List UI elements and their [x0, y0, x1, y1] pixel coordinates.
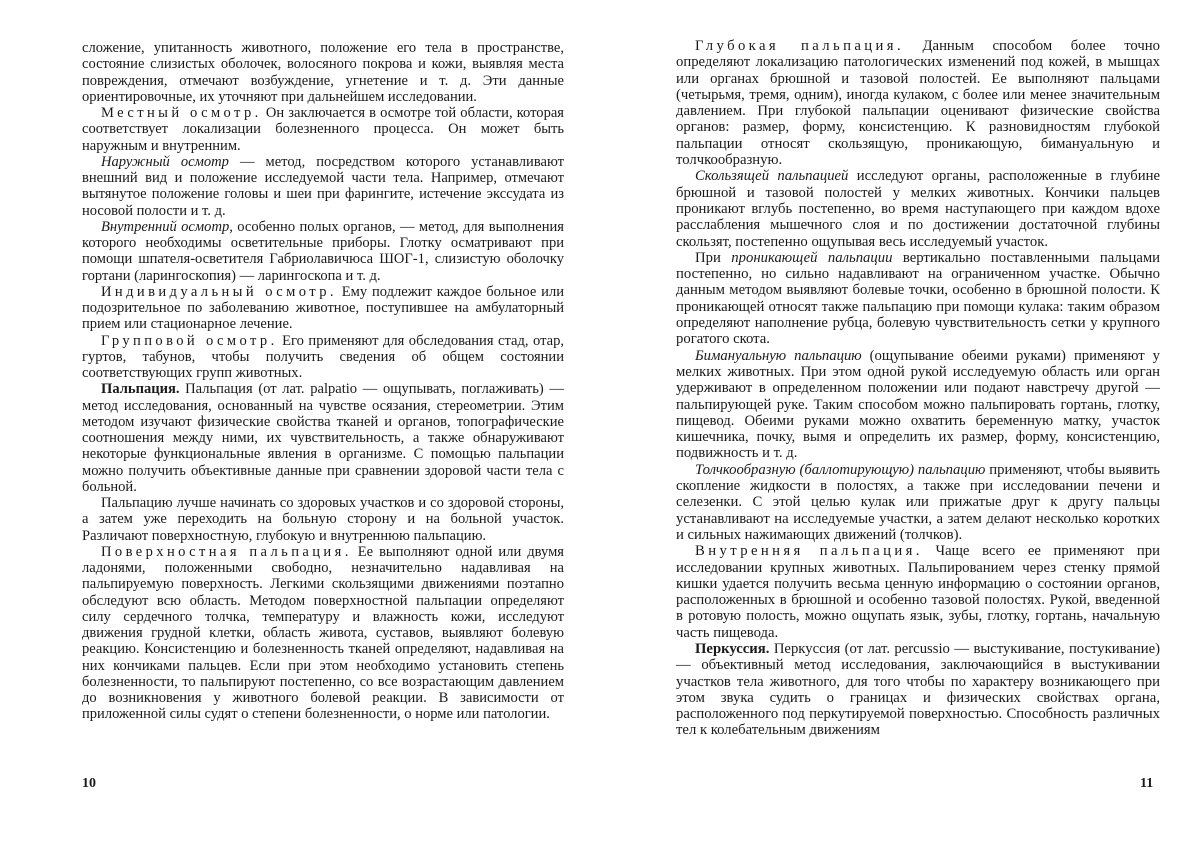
paragraph: Скользящей пальпацией исследуют органы, расположенные в глубине брюшной и тазовой полостей у мелких животных. Кончики пальцев проникают вглубь постепенно, во время наступающего при каждом вдохе расслабления мышечного слоя и по достижении достаточной глубины скользят, постепенно ощупывая весь исследуемый участок. — [676, 168, 1160, 250]
paragraph: Перкуссия. Перкуссия (от лат. percussio — выстукивание, постукивание) — объективный метод исследования, заключающийся в выстукивании участков тела животного, для того чтобы по характеру возникающего при этом звука судить о границах и физических свойствах органа, расположенного под перкутируемой поверхностью. Способность различных тел к колебательным движениям — [676, 640, 1160, 739]
page-number: 11 — [1140, 776, 1154, 791]
term-heading: Внутренний осмотр, — [101, 218, 233, 235]
term-heading: Скользящей пальпацией — [695, 168, 849, 185]
term-heading: Наружный осмотр — [101, 153, 229, 170]
term-heading: Бимануальную пальпацию — [695, 347, 862, 364]
section-heading: Групповой осмотр. — [101, 332, 278, 349]
paragraph: Групповой осмотр. Его применяют для обследования стад, отар, гуртов, табунов, чтобы получить сведения об общем состоянии соответствующих групп животных. — [82, 332, 564, 381]
paragraph: Местный осмотр. Он заключается в осмотре той области, которая соответствует локализации болезненного процесса. Он может быть наружным и внутренним. — [82, 105, 564, 154]
paragraph: Внутренняя пальпация. Чаще всего ее применяют при исследовании крупных животных. Пальпированием через стенку прямой кишки удается получить весьма ценную информацию о состоянии органов, расположенных в брюшной и особенно тазовой полостях. Рукой, введенной в ротовую полость, можно ощупать язык, зубы, глотку, гортань, начальную часть пищевода. — [676, 543, 1160, 641]
right-page-text — [676, 38, 1160, 739]
paragraph: Глубокая пальпация. Данным способом более точно определяют локализацию патологических изменений под кожей, в мышцах или органах брюшной и тазовой полостей. Ее выполняют пальцами (четырьмя, тремя, одним), иногда кулаком, с более или менее значительным давлением. При глубокой пальпации оценивают физические свойства органов: размер, форму, консистенцию. К разновидностям глубокой пальпации относят скользящую, проникающую, бимануальную и толчкообразную. — [676, 38, 1160, 169]
left-page-text — [82, 40, 564, 723]
paragraph: Поверхностная пальпация. Ее выполняют одной или двумя ладонями, положенными свободно, незначительно надавливая на пальпируемую поверхность. Легкими скользящими движениями поэтапно обследуют всю область. Методом поверхностной пальпации определяют силу сердечного толчка, температуру и влажность кожи, исследуют движения грудной клетки, область живота, суставов, выявляют болевую реакцию. Консистенцию и болезненность тканей определяют, надавливая на них кончиками пальцев. Если при этом необходимо установить степень болезненности, то пальпируют постепенно, со все возрастающим давлением до возникновения у животного болевой реакции. В зависимости от приложенной силы судят о степени болезненности, о норме или патологии. — [82, 543, 564, 723]
term-heading: Толчкообразную (баллотирующую) пальпацию — [695, 461, 986, 478]
paragraph: Пальпацию лучше начинать со здоровых участков и со здоровой стороны, а затем уже переходить на больную сторону и на больной участок. Различают поверхностную, глубокую и внутреннюю пальпацию. — [82, 495, 564, 544]
paragraph: Внутренний осмотр, особенно полых органов, — метод, для выполнения которого необходимы осветительные приборы. Глотку осматривают при помощи шпателя-осветителя Габриолавичюса ШОГ-1, слизистую оболочку гортани (ларингоскопия) — ларингоскопа и т. д. — [82, 218, 564, 284]
paragraph: Пальпация. Пальпация (от лат. palpatio — ощупывать, поглаживать) — метод исследования, основанный на чувстве осязания, стереометрии. Этим методом изучают физические свойства тканей и органов, топографические соотношения между ними, их чувствительность, а также обнаруживают некоторые функциональные явления в организме. С помощью пальпации можно получить объективные данные при сравнении здоровой части тела с больной. — [82, 381, 564, 495]
paragraph: Бимануальную пальпацию (ощупывание обеими руками) применяют у мелких животных. При этом одной рукой исследуемую область или орган удерживают в определенном положении или подают навстречу другой — пальпирующей руке. Таким способом можно пальпировать гортань, глотку, пищевод. Обеими руками можно охватить беременную матку, участок кишечника, почку, вымя и определить их размер, форму, консистенцию, подвижность и т. д. — [676, 347, 1160, 462]
section-heading: Индивидуальный осмотр. — [101, 283, 337, 300]
term-heading: проникающей пальпации — [731, 249, 893, 266]
section-heading: Глубокая пальпация. — [695, 38, 905, 54]
paragraph: сложение, упитанность животного, положение его тела в пространстве, состояние слизистых оболочек, волосяного покрова и кожи, выявляя места повреждения, отмечают возбуждение, угнетение и т. д. Эти данные ориентировочные, их уточняют при дальнейшем исследовании. — [82, 40, 564, 105]
paragraph: При проникающей пальпации вертикально поставленными пальцами постепенно, но сильно надавливают на ограниченном участке. Обычно данным методом выявляют болевые точки, особенно в брюшной полости. К проникающей относят также пальпацию при помощи кулака: таким образом определяют наполнение рубца, болевую чувствительность сетки у крупного рогатого скота. — [676, 249, 1160, 348]
section-heading: Местный осмотр. — [101, 105, 262, 121]
paragraph: Наружный осмотр — метод, посредством которого устанавливают внешний вид и положение исследуемой части тела. Например, отмечают вытянутое положение головы и шеи при фарингите, истечение экссудата из носовой полости и т. д. — [82, 153, 564, 219]
paragraph: Толчкообразную (баллотирующую) пальпацию применяют, чтобы выявить скопление жидкости в полостях, а также при исследовании печени и селезенки. С этой целью кулак или прижатые друг к другу пальцы устанавливают на исследуемые участки, а затем делают несколько коротких и сильных нажимающих движений (толчков). — [676, 461, 1160, 543]
page-number: 10 — [82, 776, 96, 791]
section-heading: Внутренняя пальпация. — [695, 543, 923, 560]
bold-heading: Пальпация. — [101, 381, 180, 398]
bold-heading: Перкуссия. — [695, 640, 770, 657]
right-page — [600, 0, 1200, 847]
paragraph: Индивидуальный осмотр. Ему подлежит каждое больное или подозрительное по заболеванию животное, поступившее на амбулаторный прием или стационарное лечение. — [82, 283, 564, 333]
section-heading: Поверхностная пальпация. — [101, 543, 352, 560]
